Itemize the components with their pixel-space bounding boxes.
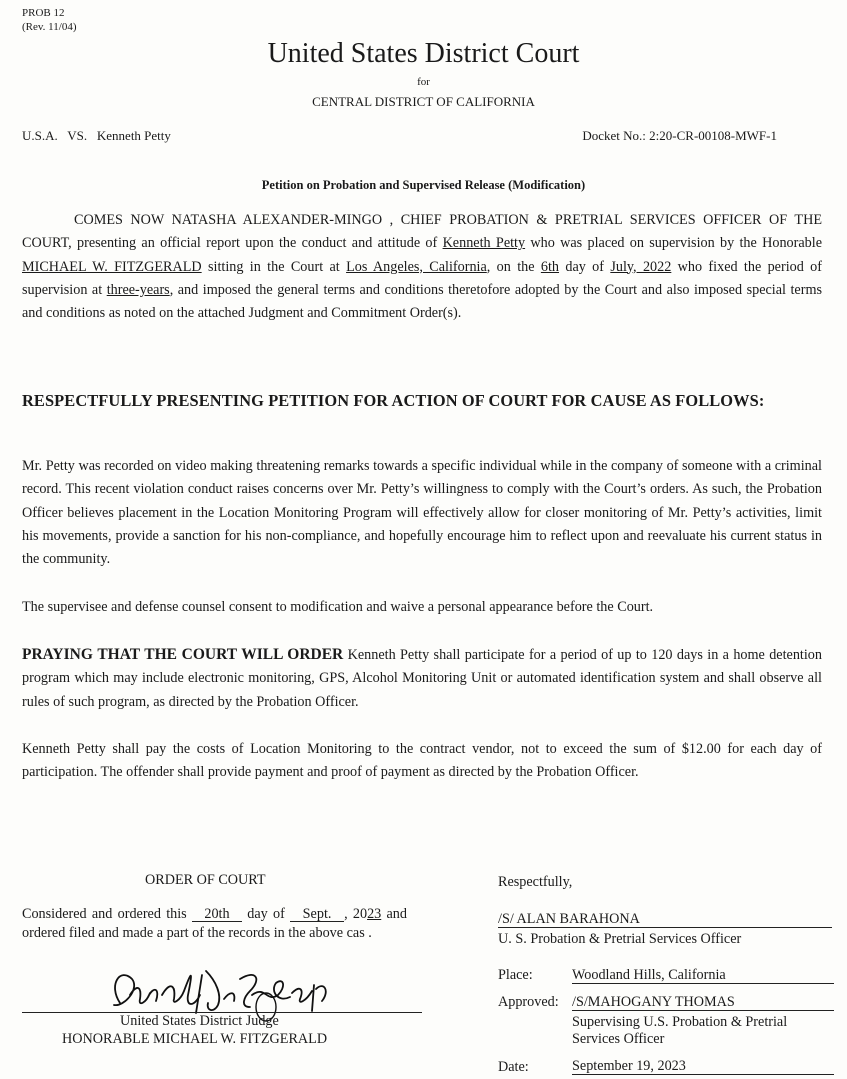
supervisor-title: Supervising U.S. Probation & Pretrial Services Officer bbox=[572, 1014, 788, 1047]
praying-text: Kenneth Petty shall participate for a period of up to 120 days in a home detention program which may include electronic monitoring, GPS, Alcohol Monitoring Unit or automated identification system and shall observe all rules of such program, as directed by the Probation Officer. bbox=[22, 647, 822, 710]
closing-respectfully: Respectfully, bbox=[498, 874, 573, 890]
supervision-day: 6th bbox=[540, 258, 560, 275]
intro-text-5: day of bbox=[559, 258, 611, 275]
section-heading: RESPECTFULLY PRESENTING PETITION FOR ACTION OF COURT FOR CAUSE AS FOLLOWS: bbox=[22, 391, 765, 410]
order-day: 20th bbox=[192, 907, 242, 922]
praying-paragraph bbox=[22, 643, 822, 714]
intro-text-1: COMES NOW NATASHA ALEXANDER-MINGO , CHIEF PROBATION & PRETRIAL SERVICES OFFICER OF THE COURT, presenting an official report upon the conduct and attitude of bbox=[22, 212, 822, 252]
intro-paragraph bbox=[22, 209, 822, 325]
for-label: for bbox=[417, 76, 430, 88]
order-paragraph bbox=[22, 905, 407, 942]
cause-paragraph: Mr. Petty was recorded on video making threatening remarks towards a specific individual while in the company of someone with a criminal record. This recent violation conduct raises concerns over Mr. Petty’s willingness to comply with the Court’s orders. As such, the Probation Officer believes placement in the Location Monitoring Program will effectively allow for closer monitoring of Mr. Petty’s activities, limit his movements, provide a sanction for his non-compliance, and hopefully encourage him to reflect upon and reevaluate his current status in the community. bbox=[22, 458, 822, 568]
order-text-4: and ordered filed and made a part of the records in the above cas bbox=[22, 906, 407, 941]
order-month: Sept. bbox=[290, 907, 344, 922]
order-text-1: Considered and ordered this bbox=[22, 906, 192, 922]
court-title: United States District Court bbox=[267, 38, 580, 69]
intro-text-7: , and imposed the general terms and conditions theretofore adopted by the Court and also imposed special terms and conditions as noted on the attached Judgment and Commitment Order(s). bbox=[22, 281, 823, 322]
docket-label: Docket No.: bbox=[582, 128, 646, 143]
form-code bbox=[22, 6, 76, 34]
approved-label: Approved: bbox=[498, 994, 559, 1010]
approved-by: /S/MAHOGANY THOMAS bbox=[572, 994, 834, 1011]
judge-name: HONORABLE MICHAEL W. FITZGERALD bbox=[62, 1031, 328, 1047]
order-text-5: . bbox=[364, 924, 372, 941]
order-text-3: , 20 bbox=[344, 906, 368, 922]
district-name: CENTRAL DISTRICT OF CALIFORNIA bbox=[312, 94, 535, 109]
order-heading: ORDER OF COURT bbox=[145, 872, 266, 888]
place-value: Woodland Hills, California bbox=[572, 967, 834, 984]
intro-text-2: who was placed on supervision by the Honorable bbox=[525, 235, 823, 252]
judge-title: United States District Judge bbox=[120, 1013, 279, 1029]
court-location: Los Angeles, California bbox=[346, 258, 487, 275]
supervision-date: July, 2022 bbox=[610, 258, 672, 275]
form-revision: (Rev. 11/04) bbox=[22, 21, 77, 33]
docket bbox=[582, 128, 777, 144]
intro-text-6: who fixed the period of supervision at bbox=[22, 258, 822, 298]
case-parties: U.S.A. VS. Kenneth Petty bbox=[22, 128, 171, 143]
document-heading: Petition on Probation and Supervised Release (Modification) bbox=[261, 178, 586, 192]
intro-text-3: sitting in the Court at bbox=[201, 258, 347, 275]
order-year: 23 bbox=[367, 906, 382, 922]
supervision-period: three-years bbox=[106, 281, 170, 298]
docket-number: 2:20-CR-00108-MWF-1 bbox=[649, 128, 777, 143]
order-text-2: day of bbox=[241, 906, 291, 922]
offender-name: Kenneth Petty bbox=[442, 235, 526, 252]
officer-signature: /S/ ALAN BARAHONA bbox=[498, 911, 832, 928]
date-label: Date: bbox=[498, 1059, 529, 1075]
intro-text-4: , on the bbox=[486, 258, 541, 275]
officer-title: U. S. Probation & Pretrial Services Officer bbox=[498, 931, 742, 947]
costs-paragraph: Kenneth Petty shall pay the costs of Location Monitoring to the contract vendor, not to exceed the sum of $12.00 for each day of participation. The offender shall provide payment and proof of payment as directed by the Probation Officer. bbox=[22, 741, 822, 781]
consent-paragraph: The supervisee and defense counsel consent to modification and waive a personal appearance before the Court. bbox=[22, 599, 654, 615]
form-number: PROB 12 bbox=[22, 7, 65, 19]
place-label: Place: bbox=[498, 967, 533, 983]
praying-lead: PRAYING THAT THE COURT WILL ORDER bbox=[22, 646, 344, 663]
judge-name-underlined: MICHAEL W. FITZGERALD bbox=[22, 258, 202, 275]
date-value: September 19, 2023 bbox=[572, 1058, 834, 1075]
